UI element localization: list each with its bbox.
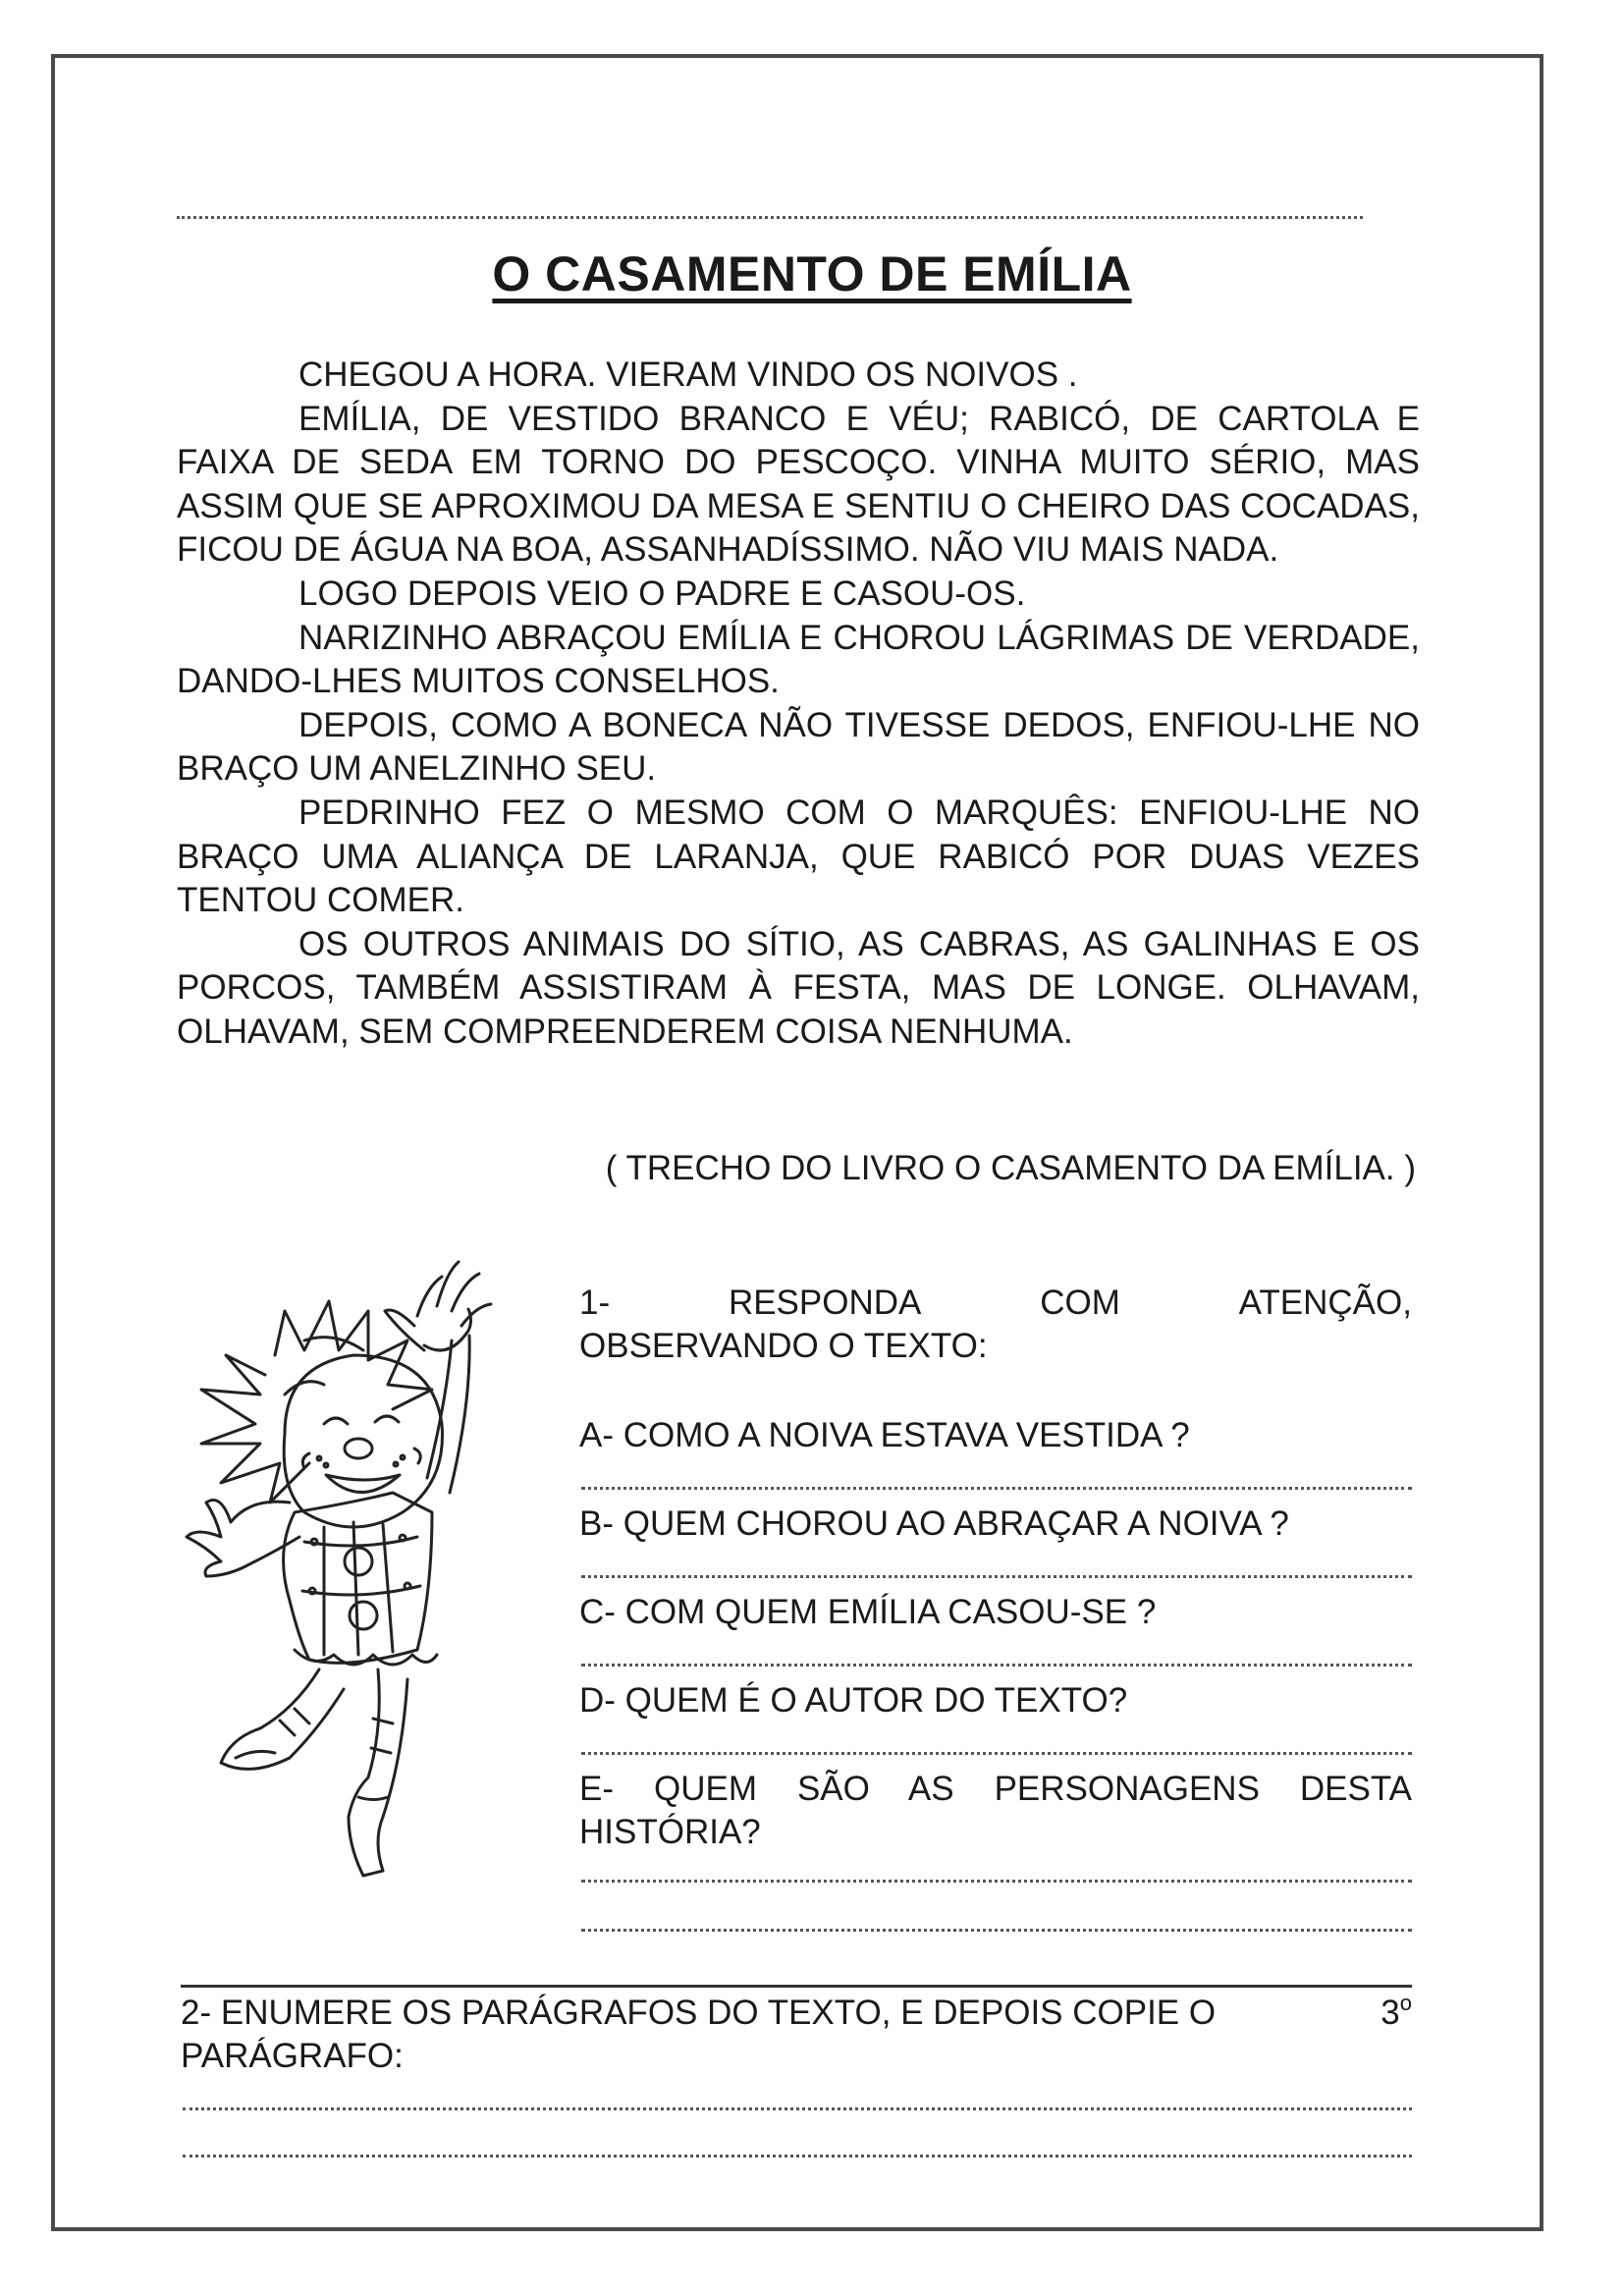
question-b: B- QUEM CHOROU AO ABRAÇAR A NOIVA ? [579, 1504, 1289, 1543]
answer-line-q2-1[interactable] [183, 2107, 1412, 2110]
paragraph-4: NARIZINHO ABRAÇOU EMÍLIA E CHOROU LÁGRIMAS DE VERDADE, DANDO-LHES MUITOS CONSELHOS. [177, 618, 1420, 701]
question-2-line-1: 2- ENUMERE OS PARÁGRAFOS DO TEXTO, E DEPOIS COPIE O [181, 1994, 1217, 2032]
paragraph-6: PEDRINHO FEZ O MESMO COM O MARQUÊS: ENFIOU-LHE NO BRAÇO UMA ALIANÇA DE LARANJA, QUE RABICÓ POR DUAS VEZES TENTOU COMER. [177, 793, 1420, 920]
question-1-word-1: RESPONDA [728, 1284, 922, 1322]
answer-line-e-2[interactable] [581, 1929, 1412, 1932]
emilia-illustration [157, 1247, 569, 1915]
answer-line-b[interactable] [581, 1575, 1412, 1578]
question-c: C- COM QUEM EMÍLIA CASOU-SE ? [579, 1593, 1157, 1631]
answer-line-c[interactable] [581, 1664, 1412, 1667]
paragraph-1: CHEGOU A HORA. VIERAM VINDO OS NOIVOS . [298, 355, 1078, 394]
question-2-paragraph-number: 3$^o$ [1380, 1991, 1412, 2032]
paragraph-5: DEPOIS, COMO A BONECA NÃO TIVESSE DEDOS, ENFIOU-LHE NO BRAÇO UM ANELZINHO SEU. [177, 705, 1420, 789]
question-d: D- QUEM É O AUTOR DO TEXTO? [579, 1681, 1128, 1720]
question-1 [579, 1282, 1412, 1368]
section-divider [181, 1985, 1412, 1988]
paragraph-7: OS OUTROS ANIMAIS DO SÍTIO, AS CABRAS, AS GALINHAS E OS PORCOS, TAMBÉM ASSISTIRAM À FESTA, MAS DE LONGE. OLHAVAM, OLHAVAM, SEM COMPREENDEREM COISA NENHUMA. [177, 924, 1420, 1051]
answer-line-d[interactable] [581, 1752, 1412, 1755]
question-2 [181, 1992, 1412, 2078]
question-1-word-3: ATENÇÃO, [1238, 1284, 1412, 1322]
question-e: E- QUEM SÃO AS PERSONAGENS DESTA HISTÓRIA? [579, 1770, 1412, 1851]
page-title: O CASAMENTO DE EMÍLIA [492, 246, 1132, 301]
question-2-line-2: PARÁGRAFO: [181, 2037, 404, 2075]
question-1-line-2: OBSERVANDO O TEXTO: [579, 1327, 988, 1365]
paragraph-3: LOGO DEPOIS VEIO O PADRE E CASOU-OS. [298, 574, 1026, 613]
question-a: A- COMO A NOIVA ESTAVA VESTIDA ? [579, 1416, 1190, 1454]
story-text [177, 354, 1420, 1055]
answer-line-q2-2[interactable] [183, 2155, 1412, 2158]
question-1-word-2: COM [1040, 1284, 1120, 1322]
paragraph-2: EMÍLIA, DE VESTIDO BRANCO E VÉU; RABICÓ, DE CARTOLA E FAIXA DE SEDA EM TORNO DO PESCOÇO. VINHA MUITO SÉRIO, MAS ASSIM QUE SE APROXIMOU DA MESA E SENTIU O CHEIRO DAS COCADAS, FICOU DE ÁGUA NA BOA, ASSANHADÍSSIMO. NÃO VIU MAIS NADA. [177, 399, 1420, 570]
name-line[interactable] [177, 216, 1363, 219]
answer-line-e-1[interactable] [581, 1880, 1412, 1883]
answer-line-a[interactable] [581, 1487, 1412, 1490]
question-1-number: 1- [579, 1284, 611, 1322]
source-citation: ( TRECHO DO LIVRO O CASAMENTO DA EMÍLIA. ) [605, 1149, 1416, 1187]
